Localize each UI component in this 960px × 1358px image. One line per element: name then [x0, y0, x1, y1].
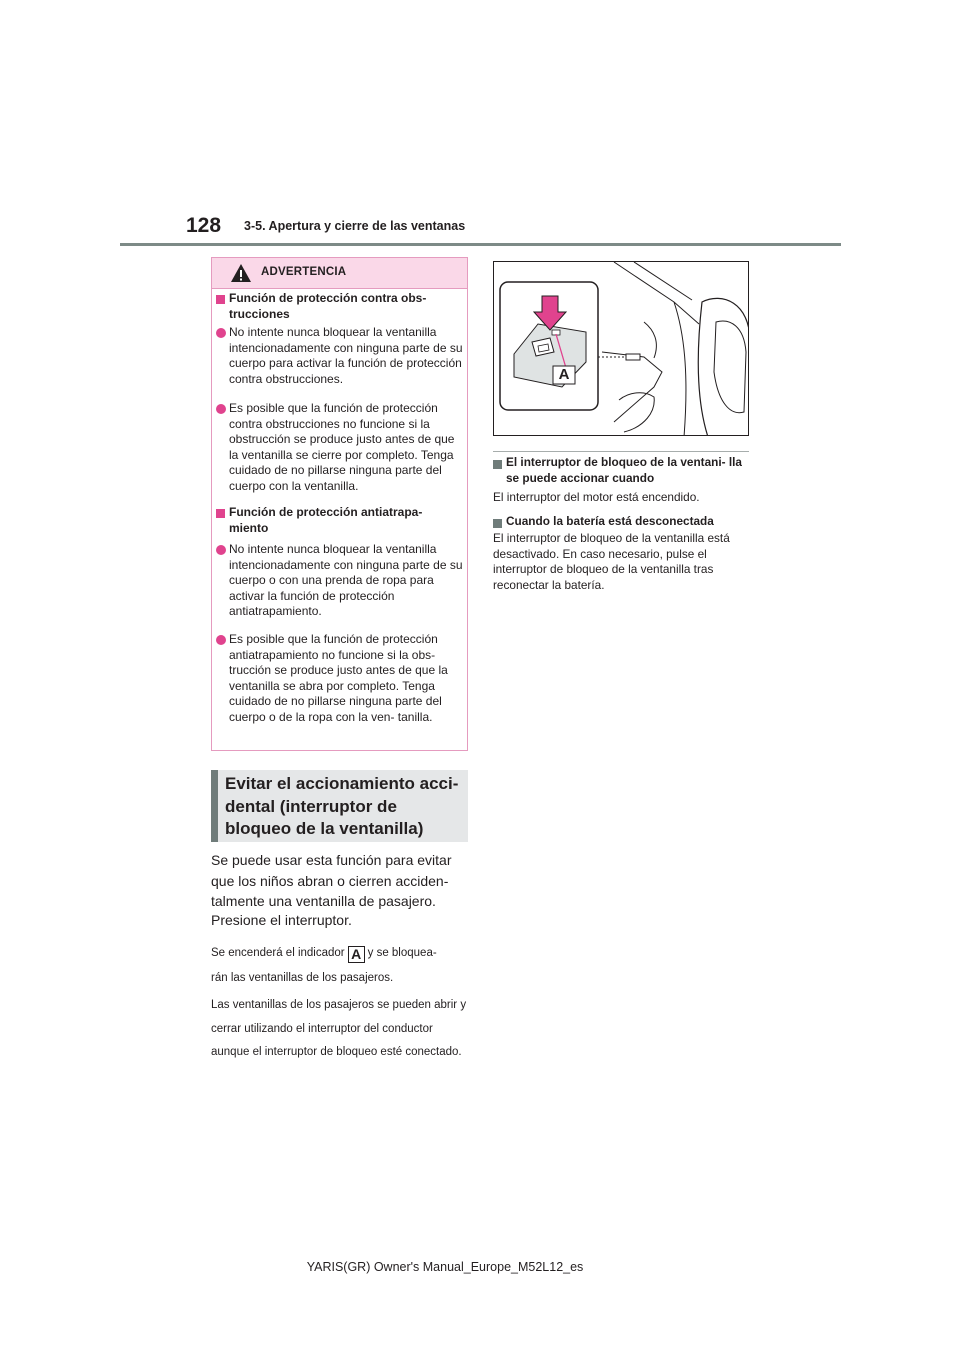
square-bullet-icon: [493, 460, 502, 469]
section-title: 3-5. Apertura y cierre de las ventanas: [244, 219, 466, 233]
callout-label-a: A: [558, 366, 570, 383]
circle-bullet-icon: [216, 404, 226, 414]
section-heading-box: [211, 770, 468, 842]
note-indicator: Se encenderá el indicador A y se bloquea-: [211, 946, 437, 962]
square-bullet-icon: [216, 295, 225, 304]
note-driver-switch: Las ventanillas de los pasajeros se pueden abrir y cerrar utilizando el interruptor del conductor aunque el interruptor de bloqueo esté conectado.: [211, 999, 467, 1058]
window-lock-illustration: [493, 261, 749, 436]
header-rule: [120, 243, 841, 246]
lead-paragraph: Se puede usar esta función para evitar que los niños abran o cierren acciden- talmente una ventanilla de pasajero.: [211, 852, 452, 909]
section-heading: Evitar el accionamiento acci- dental (interruptor de bloqueo de la ventanilla): [225, 774, 459, 838]
illustration-divider: [493, 451, 749, 452]
warning-title: ADVERTENCIA: [261, 266, 347, 278]
page-number: 128: [186, 214, 222, 237]
instruction-step: Presione el interruptor.: [211, 912, 352, 928]
circle-bullet-icon: [216, 635, 226, 645]
right-body-condition: El interruptor del motor está encendido.: [493, 490, 700, 504]
circle-bullet-icon: [216, 545, 226, 555]
warning-box: ADVERTENCIA Función de protección contra obs- trucciones No intente nunca bloquear la ventanilla intencionadamente con ninguna parte de su cuerpo para activar la función de protección contra obstrucciones. Es posible que la función de protección contra obstrucciones no funcione si la obstrucción se produce justo antes de que la ventanilla se cierre por completo. Tenga cuidado de no pillarse ninguna parte del cuerpo con la ventanilla. Función de protección antiatrapa- miento No intente nunca bloquear la ventanilla intencionadamente con ninguna parte de su cuerpo o con una prenda de ropa para activar la función de protección antiatrapamiento. Es posible que la función de protección antiatrapamiento no funcione si la obs- trucción se produce justo antes de que la ventanilla se abra por completo. Tenga cuidado de no pillarse ninguna parte del cuerpo o de la ropa con la ven- tanilla.: [211, 257, 468, 751]
warning-triangle-icon: [230, 263, 252, 283]
callout-letter-a: A: [348, 946, 365, 963]
circle-bullet-icon: [216, 328, 226, 338]
note-indicator-cont: rán las ventanillas de los pasajeros.: [211, 972, 394, 984]
square-bullet-icon: [493, 519, 502, 528]
door-switch-drawing: [494, 262, 749, 436]
footer: YARIS(GR) Owner's Manual_Europe_M52L12_es: [306, 1260, 584, 1274]
warning-header: [212, 258, 467, 289]
right-body-battery: El interruptor de bloqueo de la ventanilla está desactivado. En caso necesario, pulse el interruptor de bloqueo de la ventanilla tras reconectar la batería.: [493, 531, 730, 592]
square-bullet-icon: [216, 509, 225, 518]
heading-accent-bar: [211, 770, 218, 842]
